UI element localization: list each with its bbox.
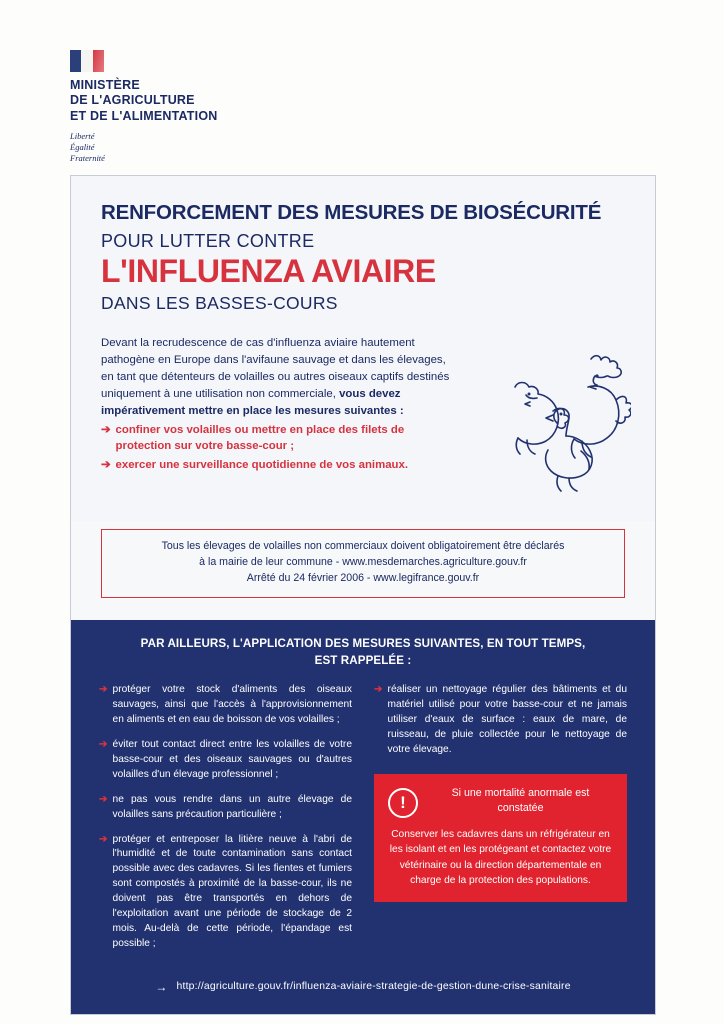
measures-columns — [99, 683, 627, 961]
declaration-line-2: à la mairie de leur commune - www.mesdemarches.agriculture.gouv.fr — [199, 556, 527, 569]
republic-motto — [70, 131, 370, 165]
arrow-right-icon: → — [155, 979, 168, 994]
measures-heading — [99, 636, 627, 670]
ministry-name-line-2: DE L'AGRICULTURE — [70, 93, 195, 108]
measures-blue-section — [71, 620, 655, 1014]
list-item — [99, 793, 352, 823]
list-item — [99, 738, 352, 783]
intro-bullet-2-text: exercer une surveillance quotidienne de vos animaux. — [115, 458, 409, 471]
alert-body: Conserver les cadavres dans un réfrigérateur en les isolant et en les protégeant et contactez votre vétérinaire ou la direction départementale en charge de la protection des populations. — [389, 828, 612, 886]
arrow-icon: ➔ — [101, 423, 111, 436]
declaration-line-3: Arrêté du 24 février 2006 - www.legifrance.gouv.fr — [246, 571, 480, 584]
ministry-name-line-1: MINISTÈRE — [70, 78, 140, 92]
motto-line-1: Liberté — [70, 130, 95, 141]
measures-column-right — [374, 683, 627, 961]
measure-left-4: protéger et entreposer la litière neuve à l'abri de l'humidité et de toute contamination sans contact possible avec des cadavres. Si les fientes et fumiers sont compostés à proximité de la basse-cour, ils ne doivent pas être transportés en dehors de l'exploitation avant une période de stockage de 2 mois. Au-delà de cette période, l'épandage est possible ; — [112, 833, 352, 949]
ministry-logo-block — [70, 50, 370, 164]
arrow-icon: ➔ — [101, 458, 111, 471]
footer-link[interactable]: http://agriculture.gouv.fr/influenza-aviaire-strategie-de-gestion-dune-crise-sanitaire — [176, 981, 571, 993]
arrow-icon: ➔ — [99, 833, 108, 845]
measures-heading-line-1: PAR AILLEURS, L'APPLICATION DES MESURES SUIVANTES, EN TOUT TEMPS, — [140, 636, 586, 650]
measure-right-1: réaliser un nettoyage régulier des bâtiments et du matériel utilisé pour votre basse-cour et ne jamais utiliser d'eaux de surface : eaux de mare, de ruisseau, de pluie collectée pour le nettoyage de votre élevage. — [387, 684, 627, 756]
alert-title: Si une mortalité anormale est constatée — [451, 786, 590, 815]
footer-link-row[interactable] — [99, 980, 627, 994]
measure-left-3: ne pas vous rendre dans un autre élevage de volailles sans précaution particulière ; — [112, 793, 352, 820]
declaration-notice-box — [101, 529, 625, 598]
poster-top-section — [71, 176, 655, 521]
intro-bullet-2 — [101, 458, 451, 474]
intro-text-block — [101, 335, 451, 473]
declaration-line-1: Tous les élevages de volailles non commerciaux doivent obligatoirement être déclarés — [161, 540, 565, 553]
list-item — [374, 683, 627, 757]
mortality-alert-box — [374, 774, 627, 902]
poultry-rooster-hen-goose-illustration — [441, 329, 631, 504]
poster-title-sub: POUR LUTTER CONTRE — [101, 230, 315, 251]
measure-left-2: éviter tout contact direct entre les volailles de votre basse-cour et des oiseaux sauvages ou d'autres volailles d'un élevage professionnel ; — [112, 739, 352, 780]
intro-paragraph: Devant la recrudescence de cas d'influenza aviaire hautement pathogène en Europe dans l'avifaune sauvage et dans les élevages, en tant que détenteurs de volailles ou autres oiseaux captifs destinés uniquement à une utilisation non commerciale, — [101, 337, 450, 400]
arrow-icon: ➔ — [99, 739, 108, 751]
measures-heading-line-2: EST RAPPELÉE : — [314, 653, 412, 667]
ministry-name-line-3: ET DE L'ALIMENTATION — [70, 108, 218, 123]
poster-body — [70, 175, 656, 1015]
french-flag-icon — [70, 50, 104, 72]
list-item — [99, 833, 352, 952]
exclamation-circle-icon: ! — [388, 788, 418, 818]
measures-column-left — [99, 683, 352, 961]
intro-section — [101, 335, 625, 503]
motto-line-2: Égalité — [70, 141, 95, 152]
arrow-icon: ➔ — [99, 793, 108, 805]
measure-left-1: protéger votre stock d'aliments des oiseaux sauvages, ainsi que l'accès à l'approvisionnement en aliments et en eau de boisson de vos volailles ; — [112, 684, 352, 726]
poster-title-context: DANS LES BASSES-COURS — [101, 292, 338, 313]
intro-bullet-1 — [101, 423, 451, 455]
ministry-name — [70, 78, 370, 124]
poster-title-disease: L'INFLUENZA AVIAIRE — [101, 253, 436, 290]
motto-line-3: Fraternité — [70, 153, 105, 164]
arrow-icon: ➔ — [374, 684, 383, 696]
alert-header — [388, 786, 613, 818]
intro-strong: vous devez impérativement mettre en place les mesures suivantes : — [101, 387, 404, 417]
arrow-icon: ➔ — [99, 684, 108, 696]
list-item — [99, 683, 352, 728]
intro-bullet-1-text: confiner vos volailles ou mettre en place des filets de protection sur votre basse-cour ; — [115, 423, 405, 452]
poster-title-main: RENFORCEMENT DES MESURES DE BIOSÉCURITÉ — [101, 201, 602, 224]
